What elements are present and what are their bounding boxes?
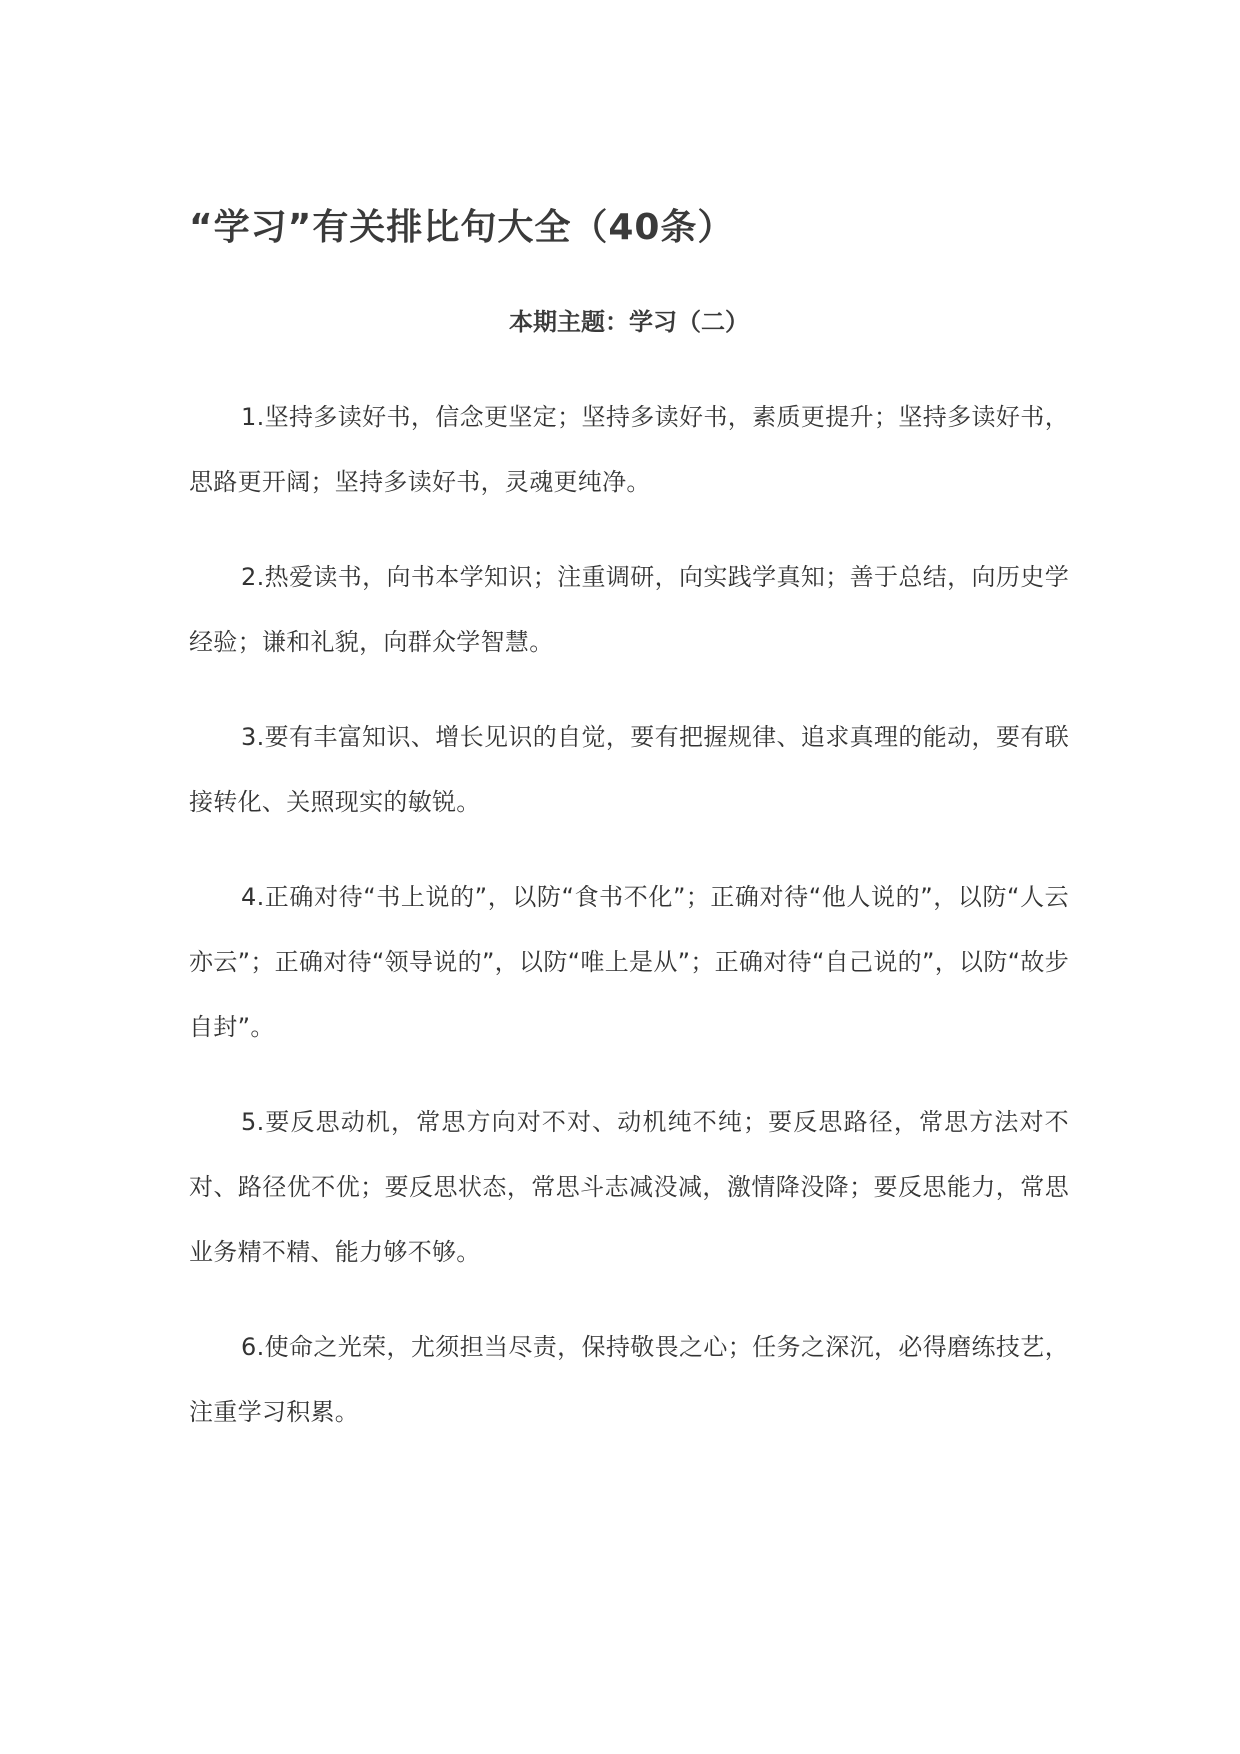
document-subtitle: 本期主题：学习（二） bbox=[509, 308, 749, 336]
document-title: “学习”有关排比句大全（40条） bbox=[189, 207, 735, 248]
sentence-item-6: 6.使命之光荣，尤须担当尽责，保持敬畏之心；任务之深沉，必得磨练技艺，注重学习积累。 bbox=[189, 1333, 1069, 1426]
sentence-item-1: 1.坚持多读好书，信念更坚定；坚持多读好书，素质更提升；坚持多读好书，思路更开阔；坚持多读好书，灵魂更纯净。 bbox=[189, 403, 1069, 496]
sentence-list bbox=[189, 385, 1069, 1475]
sentence-item-4: 4.正确对待“书上说的”，以防“食书不化”；正确对待“他人说的”，以防“人云亦云”；正确对待“领导说的”，以防“唯上是从”；正确对待“自己说的”，以防“故步自封”。 bbox=[189, 883, 1069, 1041]
sentence-item-3: 3.要有丰富知识、增长见识的自觉，要有把握规律、追求真理的能动，要有联接转化、关照现实的敏锐。 bbox=[189, 723, 1069, 816]
sentence-item-5: 5.要反思动机，常思方向对不对、动机纯不纯；要反思路径，常思方法对不对、路径优不优；要反思状态，常思斗志减没减，激情降没降；要反思能力，常思业务精不精、能力够不够。 bbox=[189, 1108, 1069, 1266]
sentence-item-2: 2.热爱读书，向书本学知识；注重调研，向实践学真知；善于总结，向历史学经验；谦和礼貌，向群众学智慧。 bbox=[189, 563, 1069, 656]
